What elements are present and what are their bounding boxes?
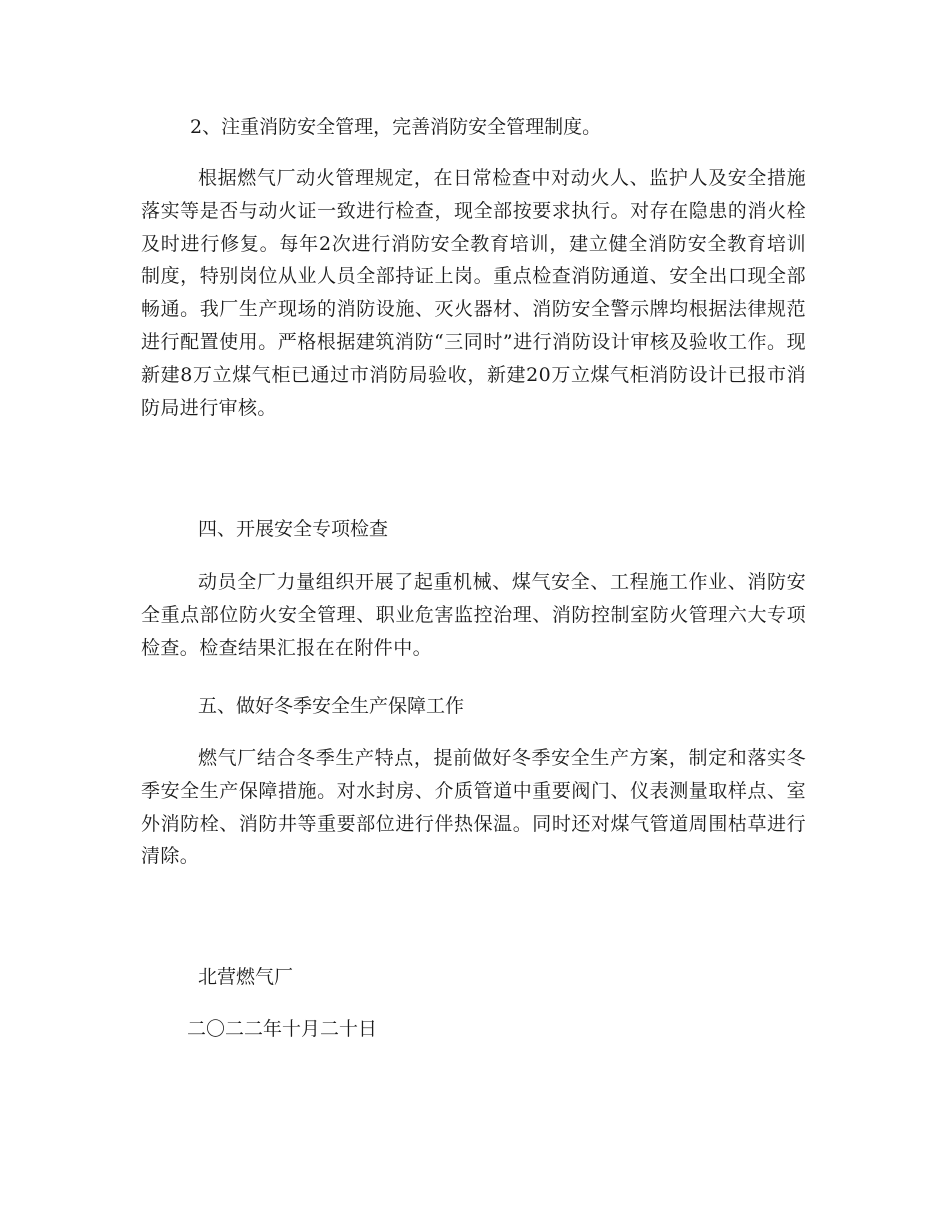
section-2-heading: 2、注重消防安全管理，完善消防安全管理制度。: [190, 116, 602, 138]
section-5-body: 燃气厂结合冬季生产特点，提前做好冬季安全生产方案，制定和落实冬季安全生产保障措施。对水封房、介质管道中重要阀门、仪表测量取样点、室外消防栓、消防井等重要部位进行伴热保温。同时还对煤气管道周围枯草进行清除。: [141, 747, 806, 868]
section-4-body: 动员全厂力量组织开展了起重机械、煤气安全、工程施工作业、消防安全重点部位防火安全管理、职业危害监控治理、消防控制室防火管理六大专项检查。检查结果汇报在在附件中。: [141, 571, 806, 659]
section-4-heading: 四、开展安全专项检查: [198, 518, 389, 540]
section-2-body: 根据燃气厂动火管理规定，在日常检查中对动火人、监护人及安全措施落实等是否与动火证一致进行检查，现全部按要求执行。对存在隐患的消火栓及时进行修复。每年2次进行消防安全教育培训，建立健全消防安全教育培训制度，特别岗位从业人员全部持证上岗。重点检查消防通道、安全出口现全部畅通。我厂生产现场的消防设施、灭火器材、消防安全警示牌均根据法律规范进行配置使用。严格根据建筑消防“三同时”进行消防设计审核及验收工作。现新建8万立煤气柜已通过市消防局验收，新建20万立煤气柜消防设计已报市消防局进行审核。: [141, 167, 806, 419]
signature-organization: 北营燃气厂: [198, 966, 294, 988]
signature-date: 二〇二二年十月二十日: [187, 1018, 378, 1040]
section-5-heading: 五、做好冬季安全生产保障工作: [198, 695, 465, 717]
